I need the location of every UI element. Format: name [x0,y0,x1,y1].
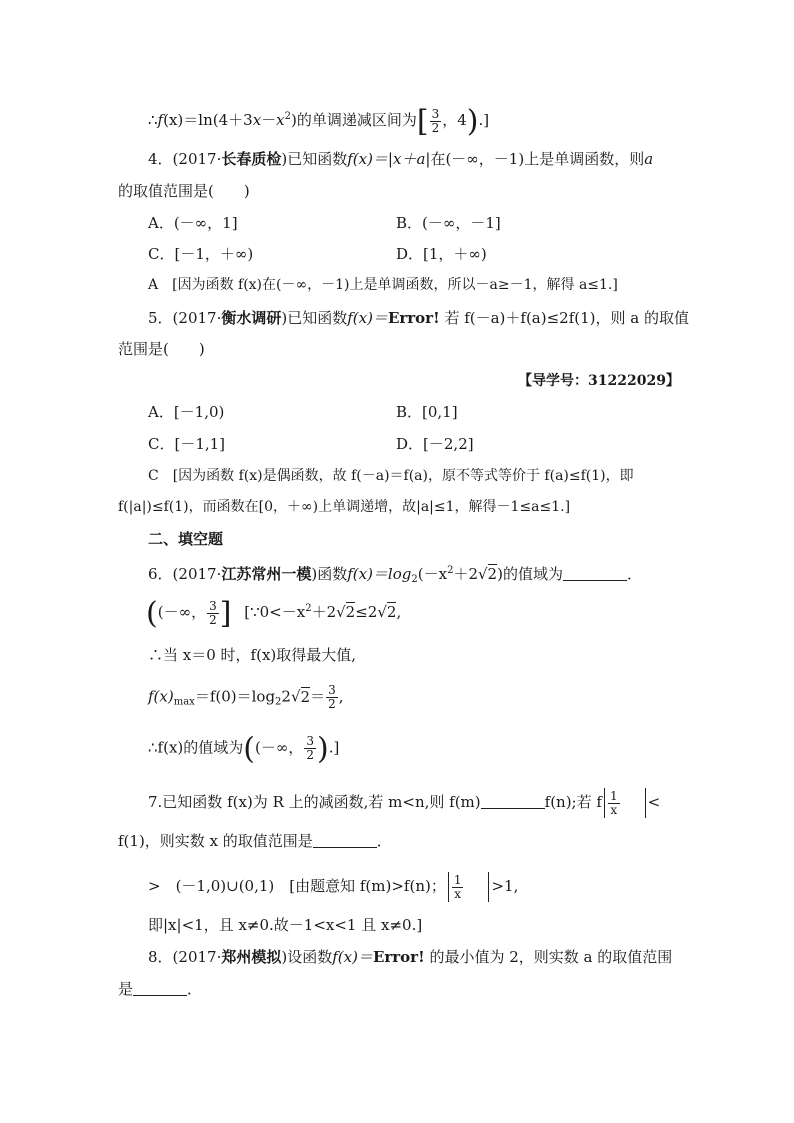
guide-number-label: 【导学号：31222029】 [518,373,680,389]
fraction [608,790,620,817]
bracket-right: ] [219,596,232,631]
question-number: 4．(2017· [148,150,222,168]
q4-stem-line1 [148,148,653,170]
question-source: 江苏常州一模 [221,565,312,583]
paren-right: ) [316,731,329,767]
interval-open: (－∞， [157,603,207,621]
question-text: f(n);若 f [544,793,602,811]
answer-text: >1, [491,877,519,895]
q5-option-b: B．[0,1] [396,403,458,421]
q4-option-d: D．[1，＋∞) [396,245,487,263]
q6-answer-line1 [146,596,402,631]
fraction-numerator: 3 [328,683,336,697]
q7-answer-line2: 即|x|<1，且 x≠0.故－1<x<1 且 x≠0.] [148,916,423,934]
fraction-denominator: x [610,802,618,817]
q7-stem-line2 [118,830,392,852]
question-source: 郑州模拟 [221,948,282,966]
abs-bar-left [448,872,449,902]
sqrt-symbol: √ [290,687,301,706]
paren-right: ) [466,104,479,139]
q5-stem-line1 [148,307,689,329]
fraction-denominator: x [454,886,462,901]
question-text: 是 [118,980,134,998]
question-text: )的值域为 [497,565,563,583]
q7-answer-line1 [148,872,518,902]
log-base: 2 [411,574,418,585]
equation-part: ∴f(x)的值域为 [148,738,244,757]
var-x: x [276,111,285,129]
q8-stem-line1 [148,946,672,968]
error-placeholder: Error! [372,948,425,966]
question-source: 长春质检 [221,150,282,168]
q5-option-d: D．[－2,2] [396,435,474,453]
log-base: 2 [275,696,282,708]
paren-left: ( [243,731,255,767]
abs-bar-right [488,872,489,902]
function-expression: f(x)＝ [332,948,373,966]
equals-sign: ＝ [310,687,326,706]
function-arg: (－x [417,565,448,583]
coefficient: 2 [281,687,291,706]
answer-blank[interactable] [563,566,627,581]
q4-option-c: C．[－1，＋∞) [148,245,254,263]
answer-text: > (－1,0)∪(0,1) [由题意知 f(m)>f(n)； [148,877,446,895]
function-expression: f(x)＝|x＋a| [347,150,431,168]
period: ． [626,565,642,583]
plus-term: ＋2 [453,565,478,583]
question-number: 8．(2017· [148,948,222,966]
q4-stem-line2: 的取值范围是( ) [118,182,250,200]
answer-blank[interactable] [313,833,377,848]
question-text: )已知函数 [281,150,348,168]
exponent: 2 [305,603,312,614]
equation-part: )的单调递减区间为 [291,111,417,129]
sqrt-symbol: √ [336,603,346,621]
fraction-numerator: 1 [609,788,618,803]
function-expression: f(x)＝log [347,565,412,583]
question-text: )函数 [311,565,348,583]
reason-text: [∵0<－x [244,603,306,621]
fraction [207,600,219,627]
question-text: 在(－∞，－1)上是单调函数，则 [430,150,645,168]
answer-end: .] [478,111,490,129]
fraction [452,874,464,901]
answer-blank[interactable] [133,981,187,996]
q5-answer-line1: C [因为函数 f(x)是偶函数，故 f(－a)＝f(a)，原不等式等价于 f(a)≤f(1)，即 [148,468,634,484]
q5-answer-line2: f(|a|)≤f(1)，而函数在[0，＋∞)上单调递增，故|a|≤1，解得－1≤a≤1.] [118,499,571,515]
sqrt-radicand: 2 [487,565,498,583]
equation-part: ＝f(0)＝log [194,687,276,706]
var-a: a [644,150,654,168]
q5-option-a: A．[－1,0) [148,403,225,421]
question-text: )设函数 [281,948,333,966]
reason-text: ＋2 [311,603,337,621]
q6-stem [148,560,642,591]
question-text: 的最小值为 2，则实数 a 的取值范围 [424,948,673,966]
sqrt-symbol: √ [377,603,387,621]
q4-answer: A [因为函数 f(x)在(－∞，－1)上是单调函数，所以－a≥－1，解得 a≤1.] [148,277,618,293]
fraction-denominator: 2 [328,697,336,711]
fraction-numerator: 3 [431,106,440,121]
comma: , [338,687,344,706]
q6-answer-line4 [148,731,340,767]
question-text: 若 f(－a)＋f(a)≤2f(1)，则 a 的取值 [439,309,689,327]
q6-answer-line2: ∴当 x＝0 时，f(x)取得最大值, [148,646,357,664]
function-expression: f(x)＝ [347,309,388,327]
question-text: 7.已知函数 f(x)为 R 上的减函数,若 m<n,则 f(m) [148,793,481,811]
fraction-denominator: 2 [431,120,440,135]
error-placeholder: Error! [387,309,440,327]
exponent: 2 [284,111,292,122]
question-text: )已知函数 [281,309,348,327]
fraction-denominator: 2 [306,748,314,762]
sqrt-radicand: 2 [345,603,356,621]
q6-answer-line3 [148,684,344,714]
abs-bar-left [604,788,605,818]
q3-answer-line [148,104,490,139]
question-number: 5．(2017· [148,309,222,327]
less-than-sign: < [647,793,661,811]
function-arg: (x) [163,111,184,129]
subscript-max: max [173,696,195,708]
fraction-numerator: 1 [453,872,462,887]
exponent: 2 [447,565,454,576]
fraction [304,735,316,762]
section-title: 二、填空题 [148,530,224,548]
q4-option-b: B．(－∞，－1] [396,214,501,232]
q5-stem-line2: 范围是( ) [118,340,205,358]
sqrt-radicand: 2 [300,687,311,706]
q8-stem-line2 [118,978,202,1000]
period: ． [376,832,392,850]
period: ． [187,980,203,998]
interval-open: (－∞， [254,738,304,757]
abs-bar-right [645,788,646,818]
question-source: 衡水调研 [221,309,282,327]
interval-tail: ，4 [442,111,467,129]
q7-stem-line1 [148,788,660,818]
equation-part: ＝ln(4＋3 [183,111,253,129]
fraction [430,108,442,135]
var-x: x [252,111,262,129]
answer-blank[interactable] [481,794,545,809]
bracket-left: [ [416,104,429,139]
function-f: f [157,111,164,129]
minus-sign: － [261,111,277,129]
fraction [326,684,338,711]
fraction-numerator: 3 [306,734,314,748]
q4-option-a: A．(－∞，1] [148,214,238,232]
sqrt-symbol: √ [477,565,488,583]
comma: , [396,603,402,621]
question-text: f(1)，则实数 x 的取值范围是 [118,832,313,850]
fraction-denominator: 2 [209,612,217,627]
answer-end: .] [328,738,340,757]
q5-option-c: C．[－1,1] [148,435,226,453]
question-number: 6．(2017· [148,565,222,583]
function-expression: f(x) [148,687,174,706]
therefore-symbol: ∴ [148,111,158,129]
sqrt-radicand: 2 [386,603,397,621]
paren-left: ( [146,596,158,631]
fraction-numerator: 3 [209,598,217,613]
reason-text: ≤2 [355,603,378,621]
